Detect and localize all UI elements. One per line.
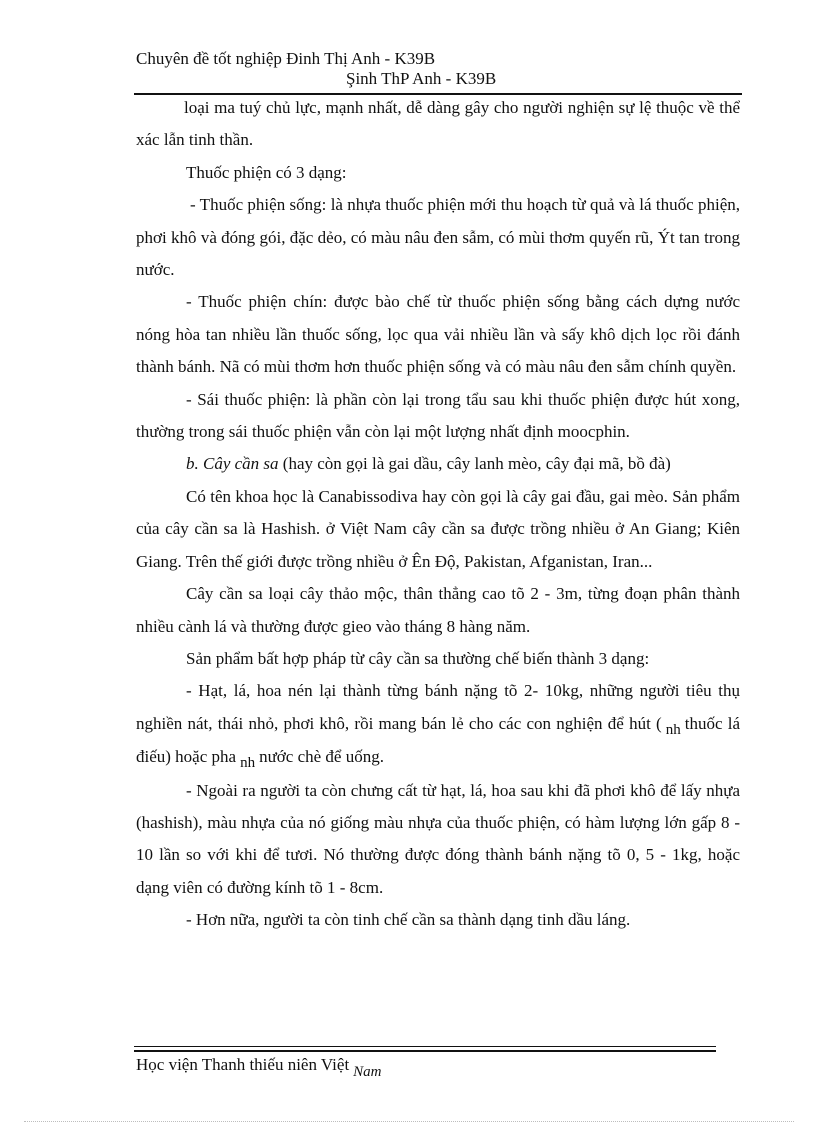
paragraph-6 <box>136 448 740 480</box>
subscript-glyph: nh <box>240 755 256 772</box>
header-title: Chuyên đề tốt nghiệp Đinh Thị Anh - K39B <box>136 49 436 68</box>
paragraph-10 <box>136 675 740 774</box>
footer-script-text: Nam <box>353 1064 382 1080</box>
paragraph-9: Sản phẩm bất hợp pháp từ cây cần sa thường chế biến thành 3 dạng: <box>186 648 650 668</box>
footer-text: Học viện Thanh thiếu niên Việt <box>136 1055 350 1074</box>
paragraph-10-part-b: thuốc lá điếu) hoặc pha <box>136 713 740 767</box>
paragraph-7: Có tên khoa học là Canabissodiva hay còn gọi là cây gai đầu, gai mèo. Sản phẩm của cây cần sa là Hashish. ở Việt Nam cây cần sa được trồng nhiều ở An Giang; Kiên Giang. Trên thế giới được trồng nhiều ở Ên Độ, Pakistan, Afganistan, Iran... <box>136 486 740 571</box>
paragraph-5: - Sái thuốc phiện: là phần còn lại trong tẩu sau khi thuốc phiện được hút xong, thường trong sái thuốc phiện vẫn còn lại một lượng nhất định moocphin. <box>136 389 740 442</box>
document-body <box>136 92 740 937</box>
section-heading-note: (hay còn gọi là gai dầu, cây lanh mèo, cây đại mã, bồ đà) <box>278 454 671 474</box>
paragraph-12: - Hơn nữa, người ta còn tinh chế cần sa thành dạng tinh dầu láng. <box>186 910 631 930</box>
footer <box>136 1055 382 1080</box>
paragraph-4: - Thuốc phiện chín: được bào chế từ thuốc phiện sống bằng cách dựng nước nóng hòa tan nhiều lần thuốc sống, lọc qua vải nhiều lần và sấy khô dịch lọc rồi đánh thành bánh. Nã có mùi thơm hơn thuốc phiện sống và có màu nâu đen sẫm chính quyền. <box>136 292 740 377</box>
header-subtitle: Şinh ThP Anh - K39B <box>346 69 497 88</box>
paragraph-10-part-a: - Hạt, lá, hoa nén lại thành từng bánh nặng tõ 2- 10kg, những người tiêu thụ nghiền nát, thái nhỏ, phơi khô, rồi mang bán lẻ cho các con nghiện để hút ( <box>136 681 740 733</box>
paragraph-3: - Thuốc phiện sống: là nhựa thuốc phiện mới thu hoạch từ quả và lá thuốc phiện, phơi khô và đóng gói, đặc dẻo, có màu nâu đen sẫm, có mùi thơm quyến rũ, Ýt tan trong nước. <box>136 195 740 280</box>
paragraph-8: Cây cần sa loại cây thảo mộc, thân thẳng cao tõ 2 - 3m, từng đoạn phân thành nhiều cành lá và thường được gieo vào tháng 8 hàng năm. <box>136 584 740 636</box>
paragraph-11: - Ngoài ra người ta còn chưng cất từ hạt, lá, hoa sau khi đã phơi khô để lấy nhựa (hashish), màu nhựa của nó giống màu nhựa của thuốc phiện, có hàm lượng lớn gấp 8 - 10 lần so với khi để tươi. Nó thường được đóng thành bánh nặng tõ 0, 5 - 1kg, hoặc dạng viên có đường kính tõ 1 - 8cm. <box>136 780 740 897</box>
footer-divider-thin <box>134 1046 716 1047</box>
page-bottom-edge <box>24 1121 794 1122</box>
subscript-glyph: nh <box>665 721 681 738</box>
paragraph-1: loại ma tuý chủ lực, mạnh nhất, dễ dàng gây cho người nghiện sự lệ thuộc về thể xác lẫn tinh thần. <box>136 98 740 150</box>
paragraph-10-part-c: nước chè để uống. <box>259 747 384 767</box>
section-heading-cannabis: b. Cây cần sa <box>186 454 279 474</box>
footer-divider-thick <box>134 1050 716 1052</box>
paragraph-2: Thuốc phiện có 3 dạng: <box>186 162 347 182</box>
